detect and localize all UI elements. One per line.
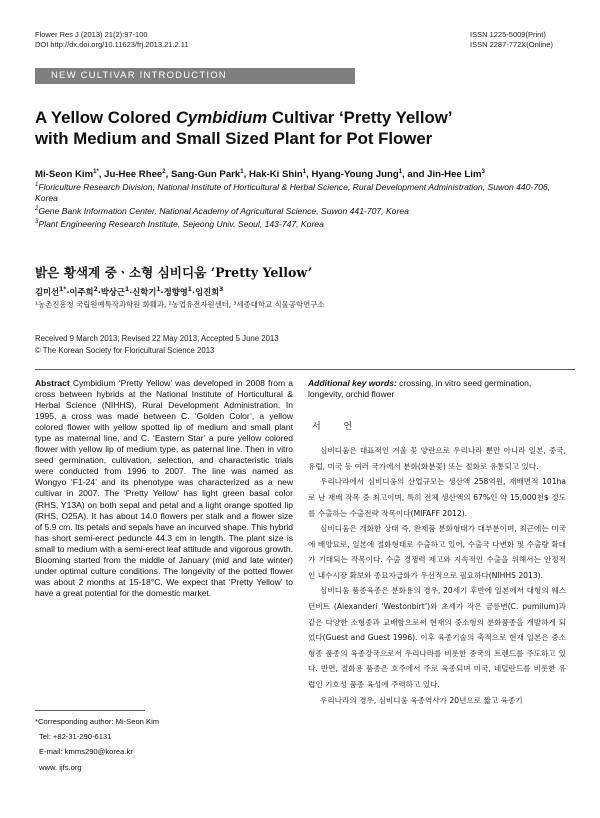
issn-print: ISSN 1225-5009(Print)	[470, 30, 546, 39]
korean-affiliations: ¹농촌진흥청 국립원예특작과학원 화훼과, ²농업유전자원센터, ³세종대학교 식물공학연구소	[35, 300, 325, 309]
introduction-paragraph: 심비디움 품종육종은 분화용의 경우, 20세기 후반에 일본에서 대형의 웨스턴비트 (Alexanderi ‘Westonbirt’)와 초세가 작은 금릉변(C. pumilum)과 같은 다양한 소형종과 교배함으로써 현재의 중소형의 분화품종을 개발하게 되었다(Guest and Guest 1996). 이후 육종기술의 축적으로 현재 일본은 중소형종 품종의 육종강국으로서 우리나라를 비롯한 중국의 트렌드를 주도하고 있다. 반면, 절화용 품종은 호주에서 주로 육종되며 미국, 네덜란드를 비롯한 유럽인 기호성 품종 육성에 주력하고 있다.	[308, 586, 566, 690]
korean-author-name: 정향영	[163, 287, 188, 297]
journal-citation: Flower Res J (2013) 21(2):97-100	[35, 30, 148, 39]
author-affiliation-mark: 1	[302, 169, 307, 175]
website-link[interactable]: www. ijfs.org	[39, 762, 82, 772]
introduction-paragraph: 심비디움은 대표적인 겨울 꽃 양란으로 우리나라 뿐만 아니라 일본, 중국, 유럽, 미국 등 여러 국가에서 분화(화분꽃) 또는 절화로 유통되고 있다.	[308, 446, 566, 471]
key-words	[308, 378, 566, 400]
section-band: NEW CULTIVAR INTRODUCTION	[35, 68, 355, 84]
author-affiliation-mark: 1	[398, 169, 403, 175]
author-affiliation-mark: 3	[481, 169, 485, 175]
abstract	[35, 378, 293, 599]
abstract-label: Abstract	[35, 378, 70, 388]
title-genus: Cymbidium	[175, 108, 268, 127]
section-heading-introduction: 서 언	[312, 422, 363, 433]
korean-author-name: 김미선	[35, 287, 60, 297]
author-name: Sang-Gun Park	[170, 169, 241, 181]
key-words-text: crossing, in vitro seed germination, longevity, orchid flower	[308, 378, 532, 400]
introduction-paragraph: 심비디움은 개화한 상태 즉, 완제품 분화형태가 대부분이며, 최근에는 미국에 배양묘로, 일본에 절화형태로 수출하고 있어, 수출국 다변화 및 수출량 확대가 기대되는 작목이다. 수출 경쟁력 제고와 지속적인 수출을 위해서는 안정적인 내수시장 확보와 종묘자급화가 우선적으로 필요하다(NIHHS 2013).	[308, 524, 566, 580]
article-title	[35, 108, 580, 149]
korean-author-name: 임진희	[195, 287, 220, 297]
author-name: Hyang-Young Jung	[311, 169, 399, 181]
author-name: Mi-Seon Kim	[35, 169, 94, 181]
author-name: Hak-Ki Shin	[248, 169, 303, 181]
korean-title: 밝은 황색계 중ㆍ소형 심비디움 ‘Pretty Yellow’	[35, 265, 313, 280]
author-list: Mi-Seon Kim$^{1*}$, Ju-Hee Rhee$^2$, Sang-Gun Park$^1$, Hak-Ki Shin$^1$, Hyang-Young Jung$^1$, and Jin-Hee Lim$^3$	[35, 169, 485, 181]
title-line2: with Medium and Small Sized Plant for Pot Flower	[35, 128, 433, 148]
affiliation-text: Gene Bank Information Center, National Academy of Agricultural Science, Suwon 441-707, Korea	[38, 206, 409, 217]
right-column	[308, 378, 566, 708]
affiliation-mark: 2	[35, 206, 39, 213]
affiliation-text: Plant Engineering Research Institute, Sejeong Univ. Seoul, 143-747, Korea	[38, 219, 324, 230]
corresponding-author: *Corresponding author: Mi-Seon Kim	[35, 717, 160, 726]
korean-author-affiliation-mark: 3	[219, 286, 224, 294]
key-words-label: Additional key words:	[308, 378, 397, 388]
korean-author-affiliation-mark: 1	[156, 286, 161, 294]
author-affiliation-mark: 2	[162, 169, 166, 175]
korean-author-affiliation-mark: 1*	[59, 286, 67, 294]
introduction-text	[308, 443, 566, 708]
korean-author-name: 박상근	[100, 287, 125, 297]
korean-author-affiliation-mark: 1	[124, 286, 130, 294]
copyright-notice: © The Korean Society for Floricultural Science 2013	[35, 346, 215, 355]
affiliation-mark: 1	[35, 182, 39, 188]
affiliation	[35, 217, 575, 230]
divider	[35, 369, 575, 370]
received-revised-accepted: Received 9 March 2013; Revised 22 May 2013; Accepted 5 June 2013	[35, 334, 279, 343]
korean-author-affiliation-mark: 2	[93, 286, 98, 294]
introduction-paragraph: 우리나라의 경우, 심비디움 육종역사가 20년으로 짧고 육종기	[320, 695, 523, 705]
author-name: Jin-Hee Lim	[427, 169, 482, 181]
article-dates	[35, 333, 279, 357]
korean-author-affiliation-mark: 1	[187, 286, 192, 294]
author-affiliation-mark: 1*	[93, 169, 99, 175]
affiliation	[35, 180, 575, 204]
title-part1: A Yellow Colored	[35, 108, 176, 127]
title-part2: Cultivar ‘Pretty Yellow’	[267, 108, 453, 127]
introduction-paragraph: 우리나라에서 심비디움의 산업규모는 생산액 258억원, 재배면적 101ha로 난 재배 작목 중 최고이며, 특히 전체 생산액의 67%인 약 15,000천$ 정도를 수출하는 수출전략 작목이다(MIFAFF 2012).	[308, 477, 566, 518]
affiliation-text: Floriculture Research Division, National Institute of Horticultural & Herbal Science, Rural Development Administration, Suwon 440-706, Korea	[35, 181, 551, 204]
korean-author-name: 신학기	[132, 287, 157, 297]
footnote-rule	[35, 710, 145, 711]
author-name: Ju-Hee Rhee	[104, 169, 163, 181]
korean-author-name: 이주희	[69, 287, 94, 297]
korean-author-list: 김미선$^{1*}$·이주희$^2$·박상근$^1$·신학기$^1$·정향영$^1$·임진희$^3$	[35, 286, 224, 297]
affiliation-mark: 3	[35, 219, 39, 226]
doi-link[interactable]: DOI http://dx.doi.org/10.11623/frj.2013.21.2.11	[35, 40, 189, 49]
correspondence	[35, 714, 159, 775]
issn-online: ISSN 2287-772X(Online)	[470, 40, 553, 49]
affiliation	[35, 204, 575, 217]
affiliations	[35, 180, 575, 230]
email-link[interactable]: E-mail: kmms290@korea.kr	[39, 747, 133, 757]
author-affiliation-mark: 1	[240, 169, 244, 175]
abstract-text: Cymbidium ‘Pretty Yellow’ was developed in 2008 from a cross between hybrids at the National Institute of Horticultural & Herbal Science (NIHHS), Rural Development Administration. In 1995, a cross was made between C. ‘Golden Color’, a yellow colored flower with yellow spotted lip of medium and small plant type as maternal line, and C. ‘Eastern Star’ a pure yellow colored flower with yellow lip of medium type, as paternal line. Then in vitro seed germination, cultivation, selection, and characteristic trials were conducted from 1996 to 2007. The line was named as Wongyo ‘F1-24’ and its phenotype was characterized as a new cultivar in 2007. The ‘Pretty Yellow’ has light green basal color (RHS, Y13A) on both sepal and petal and a light orange spotted lip (RHS, O25A). It has about 14.0 flowers per stalk and a flower size of 5.9 cm. Its petals and sepals have an incurved shape. This hybrid has short semi-erect peduncle 44.3 cm in length. The plant size is small to medium with a semi-erect leaf attitude and vigorous growth. Blooming started from the middle of January (mid and late winter) under optimal culture conditions. The longevity of the potted flower was about 2 months at 15-18°C. We expect that ‘Pretty Yellow’ to have a great potential for the domestic market.	[35, 378, 293, 598]
telephone: Tel: +82-31-290-6131	[39, 732, 112, 742]
